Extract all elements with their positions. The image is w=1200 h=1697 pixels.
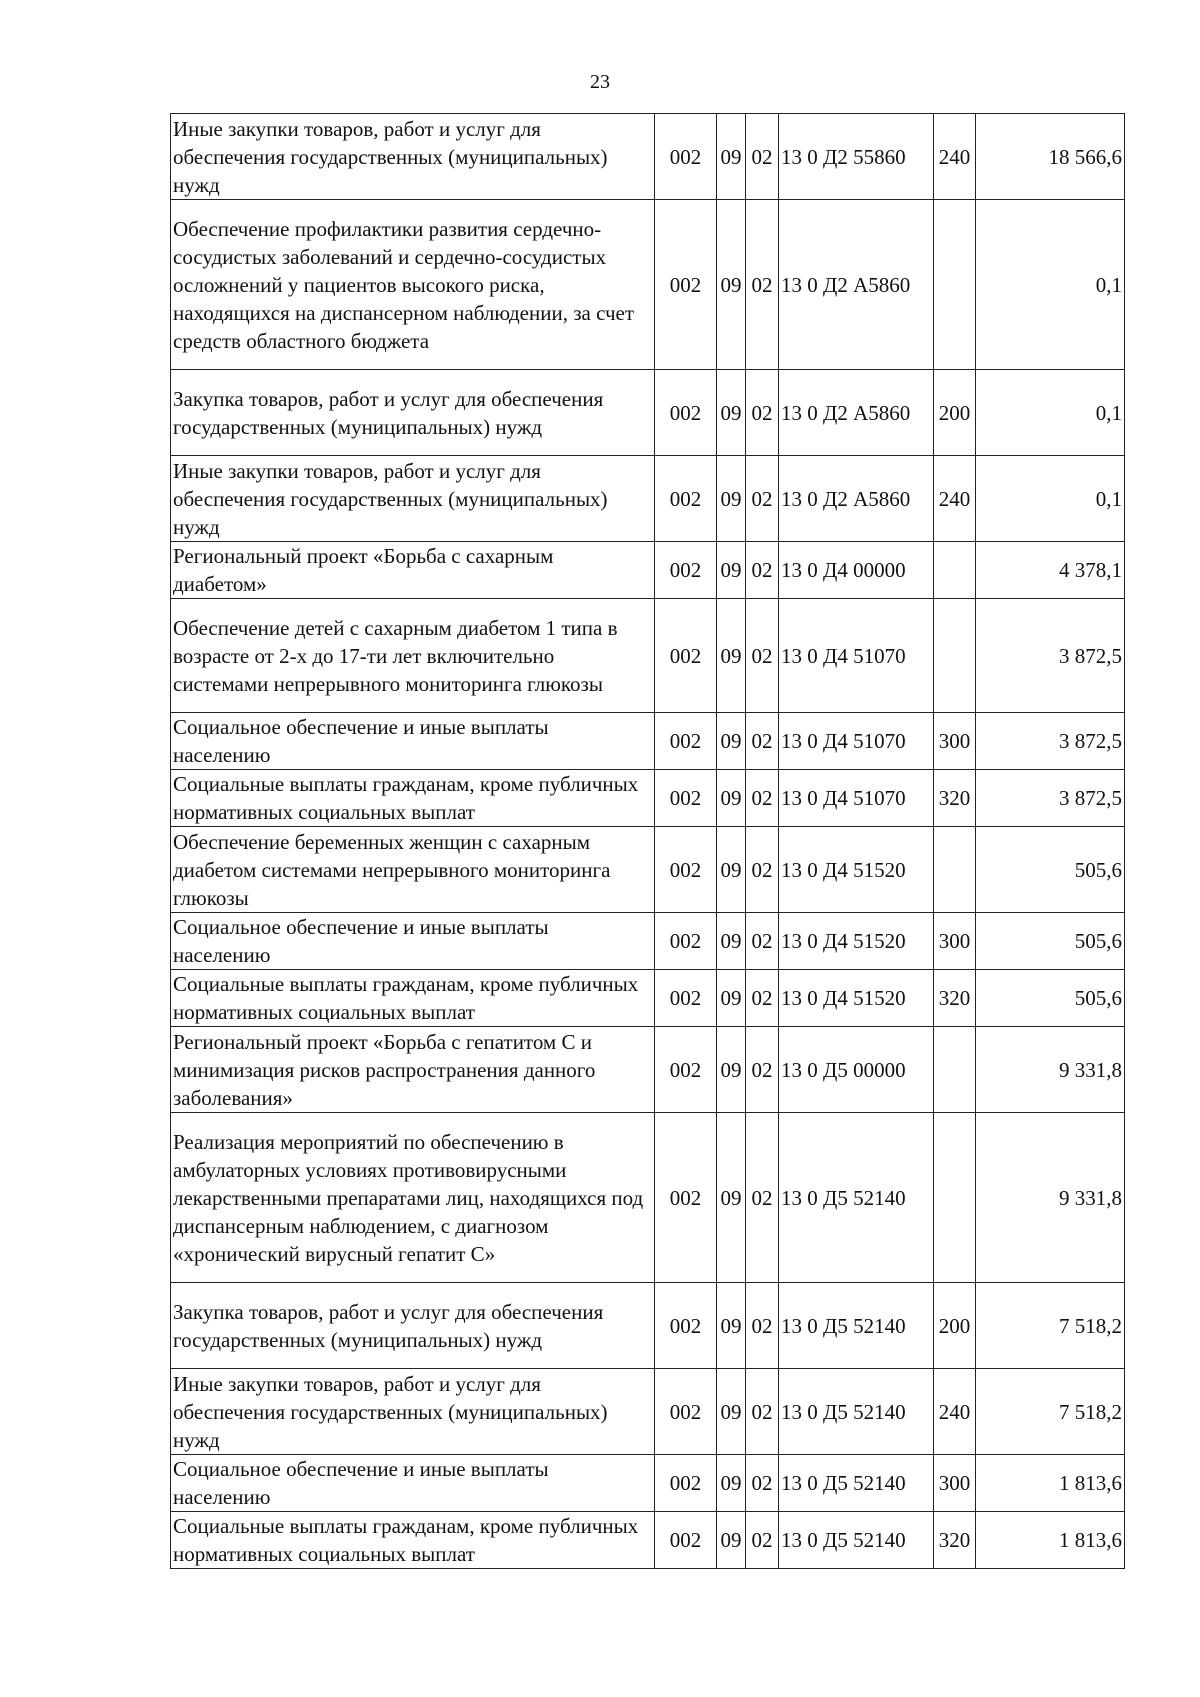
grbs-code: 002 xyxy=(655,370,717,456)
target-article-code: 13 0 Д2 А5860 xyxy=(779,200,934,370)
grbs-code: 002 xyxy=(655,770,717,827)
target-article-code: 13 0 Д5 52140 xyxy=(779,1283,934,1369)
target-article-code: 13 0 Д2 А5860 xyxy=(779,456,934,542)
subsection-code: 02 xyxy=(746,1113,779,1283)
amount: 505,6 xyxy=(976,970,1125,1027)
amount: 3 872,5 xyxy=(976,713,1125,770)
section-code: 09 xyxy=(717,1283,746,1369)
grbs-code: 002 xyxy=(655,913,717,970)
section-code: 09 xyxy=(717,370,746,456)
amount: 3 872,5 xyxy=(976,770,1125,827)
table-row xyxy=(171,913,1125,970)
grbs-code: 002 xyxy=(655,456,717,542)
row-description: Обеспечение беременных женщин с сахарным диабетом системами непрерывного мониторинга глюкозы xyxy=(171,827,655,913)
row-description: Иные закупки товаров, работ и услуг для обеспечения государственных (муниципальных) нужд xyxy=(171,114,655,200)
table-row xyxy=(171,114,1125,200)
page-number: 23 xyxy=(590,71,610,93)
grbs-code: 002 xyxy=(655,542,717,599)
grbs-code: 002 xyxy=(655,827,717,913)
target-article-code: 13 0 Д2 А5860 xyxy=(779,370,934,456)
table-row xyxy=(171,1027,1125,1113)
amount: 505,6 xyxy=(976,913,1125,970)
expense-type-code: 320 xyxy=(934,970,976,1027)
subsection-code: 02 xyxy=(746,456,779,542)
amount: 1 813,6 xyxy=(976,1455,1125,1512)
target-article-code: 13 0 Д4 51520 xyxy=(779,970,934,1027)
grbs-code: 002 xyxy=(655,713,717,770)
subsection-code: 02 xyxy=(746,1283,779,1369)
section-code: 09 xyxy=(717,200,746,370)
grbs-code: 002 xyxy=(655,970,717,1027)
target-article-code: 13 0 Д2 55860 xyxy=(779,114,934,200)
row-description: Социальное обеспечение и иные выплаты населению xyxy=(171,913,655,970)
subsection-code: 02 xyxy=(746,114,779,200)
subsection-code: 02 xyxy=(746,713,779,770)
target-article-code: 13 0 Д4 51070 xyxy=(779,770,934,827)
target-article-code: 13 0 Д4 51520 xyxy=(779,913,934,970)
row-description: Региональный проект «Борьба с сахарным диабетом» xyxy=(171,542,655,599)
row-description: Социальное обеспечение и иные выплаты населению xyxy=(171,1455,655,1512)
grbs-code: 002 xyxy=(655,1512,717,1569)
expense-type-code: 300 xyxy=(934,713,976,770)
target-article-code: 13 0 Д4 51520 xyxy=(779,827,934,913)
target-article-code: 13 0 Д4 51070 xyxy=(779,713,934,770)
row-description: Социальные выплаты гражданам, кроме публичных нормативных социальных выплат xyxy=(171,970,655,1027)
subsection-code: 02 xyxy=(746,370,779,456)
amount: 3 872,5 xyxy=(976,599,1125,713)
subsection-code: 02 xyxy=(746,1027,779,1113)
table-row xyxy=(171,542,1125,599)
section-code: 09 xyxy=(717,1455,746,1512)
target-article-code: 13 0 Д5 00000 xyxy=(779,1027,934,1113)
expense-type-code xyxy=(934,1027,976,1113)
row-description: Обеспечение профилактики развития сердечно-сосудистых заболеваний и сердечно-сосудистых осложнений у пациентов высокого риска, находящихся на диспансерном наблюдении, за счет средств областного бюджета xyxy=(171,200,655,370)
row-description: Закупка товаров, работ и услуг для обеспечения государственных (муниципальных) нужд xyxy=(171,370,655,456)
expense-type-code: 300 xyxy=(934,1455,976,1512)
table-row xyxy=(171,713,1125,770)
expense-type-code xyxy=(934,1113,976,1283)
target-article-code: 13 0 Д5 52140 xyxy=(779,1512,934,1569)
table-row xyxy=(171,456,1125,542)
grbs-code: 002 xyxy=(655,1027,717,1113)
table-row xyxy=(171,970,1125,1027)
row-description: Социальное обеспечение и иные выплаты населению xyxy=(171,713,655,770)
section-code: 09 xyxy=(717,114,746,200)
expense-type-code xyxy=(934,542,976,599)
target-article-code: 13 0 Д5 52140 xyxy=(779,1113,934,1283)
expense-type-code: 300 xyxy=(934,913,976,970)
amount: 0,1 xyxy=(976,456,1125,542)
row-description: Региональный проект «Борьба с гепатитом С и минимизация рисков распространения данного заболевания» xyxy=(171,1027,655,1113)
table-row xyxy=(171,370,1125,456)
expense-type-code xyxy=(934,599,976,713)
expense-type-code: 240 xyxy=(934,1369,976,1455)
grbs-code: 002 xyxy=(655,114,717,200)
table-row xyxy=(171,1512,1125,1569)
subsection-code: 02 xyxy=(746,770,779,827)
grbs-code: 002 xyxy=(655,1113,717,1283)
amount: 4 378,1 xyxy=(976,542,1125,599)
subsection-code: 02 xyxy=(746,970,779,1027)
section-code: 09 xyxy=(717,913,746,970)
section-code: 09 xyxy=(717,456,746,542)
table-row xyxy=(171,1283,1125,1369)
section-code: 09 xyxy=(717,770,746,827)
section-code: 09 xyxy=(717,542,746,599)
amount: 9 331,8 xyxy=(976,1113,1125,1283)
expense-type-code: 200 xyxy=(934,370,976,456)
amount: 7 518,2 xyxy=(976,1369,1125,1455)
expense-type-code: 320 xyxy=(934,1512,976,1569)
table-row xyxy=(171,599,1125,713)
target-article-code: 13 0 Д5 52140 xyxy=(779,1455,934,1512)
grbs-code: 002 xyxy=(655,1283,717,1369)
row-description: Иные закупки товаров, работ и услуг для обеспечения государственных (муниципальных) нужд xyxy=(171,1369,655,1455)
table-body xyxy=(171,114,1125,1569)
row-description: Обеспечение детей с сахарным диабетом 1 типа в возрасте от 2-х до 17-ти лет включительно системами непрерывного мониторинга глюкозы xyxy=(171,599,655,713)
target-article-code: 13 0 Д4 51070 xyxy=(779,599,934,713)
amount: 7 518,2 xyxy=(976,1283,1125,1369)
subsection-code: 02 xyxy=(746,599,779,713)
table-row xyxy=(171,200,1125,370)
amount: 0,1 xyxy=(976,370,1125,456)
expense-type-code xyxy=(934,200,976,370)
expense-type-code: 200 xyxy=(934,1283,976,1369)
amount: 9 331,8 xyxy=(976,1027,1125,1113)
target-article-code: 13 0 Д5 52140 xyxy=(779,1369,934,1455)
grbs-code: 002 xyxy=(655,200,717,370)
expense-type-code: 240 xyxy=(934,114,976,200)
section-code: 09 xyxy=(717,1113,746,1283)
grbs-code: 002 xyxy=(655,599,717,713)
amount: 1 813,6 xyxy=(976,1512,1125,1569)
row-description: Социальные выплаты гражданам, кроме публичных нормативных социальных выплат xyxy=(171,770,655,827)
row-description: Закупка товаров, работ и услуг для обеспечения государственных (муниципальных) нужд xyxy=(171,1283,655,1369)
expense-type-code xyxy=(934,827,976,913)
row-description: Реализация мероприятий по обеспечению в амбулаторных условиях противовирусными лекарственными препаратами лиц, находящихся под диспансерным наблюдением, с диагнозом «хронический вирусный гепатит С» xyxy=(171,1113,655,1283)
row-description: Иные закупки товаров, работ и услуг для обеспечения государственных (муниципальных) нужд xyxy=(171,456,655,542)
subsection-code: 02 xyxy=(746,1512,779,1569)
table-row xyxy=(171,770,1125,827)
section-code: 09 xyxy=(717,827,746,913)
amount: 0,1 xyxy=(976,200,1125,370)
section-code: 09 xyxy=(717,1027,746,1113)
section-code: 09 xyxy=(717,1369,746,1455)
subsection-code: 02 xyxy=(746,200,779,370)
table-row xyxy=(171,827,1125,913)
row-description: Социальные выплаты гражданам, кроме публичных нормативных социальных выплат xyxy=(171,1512,655,1569)
table-row xyxy=(171,1455,1125,1512)
expense-type-code: 240 xyxy=(934,456,976,542)
section-code: 09 xyxy=(717,1512,746,1569)
section-code: 09 xyxy=(717,713,746,770)
subsection-code: 02 xyxy=(746,1455,779,1512)
subsection-code: 02 xyxy=(746,913,779,970)
target-article-code: 13 0 Д4 00000 xyxy=(779,542,934,599)
grbs-code: 002 xyxy=(655,1369,717,1455)
budget-table xyxy=(170,113,1125,1569)
subsection-code: 02 xyxy=(746,1369,779,1455)
amount: 18 566,6 xyxy=(976,114,1125,200)
table-row xyxy=(171,1113,1125,1283)
grbs-code: 002 xyxy=(655,1455,717,1512)
table-row xyxy=(171,1369,1125,1455)
expense-type-code: 320 xyxy=(934,770,976,827)
section-code: 09 xyxy=(717,970,746,1027)
section-code: 09 xyxy=(717,599,746,713)
subsection-code: 02 xyxy=(746,827,779,913)
amount: 505,6 xyxy=(976,827,1125,913)
subsection-code: 02 xyxy=(746,542,779,599)
